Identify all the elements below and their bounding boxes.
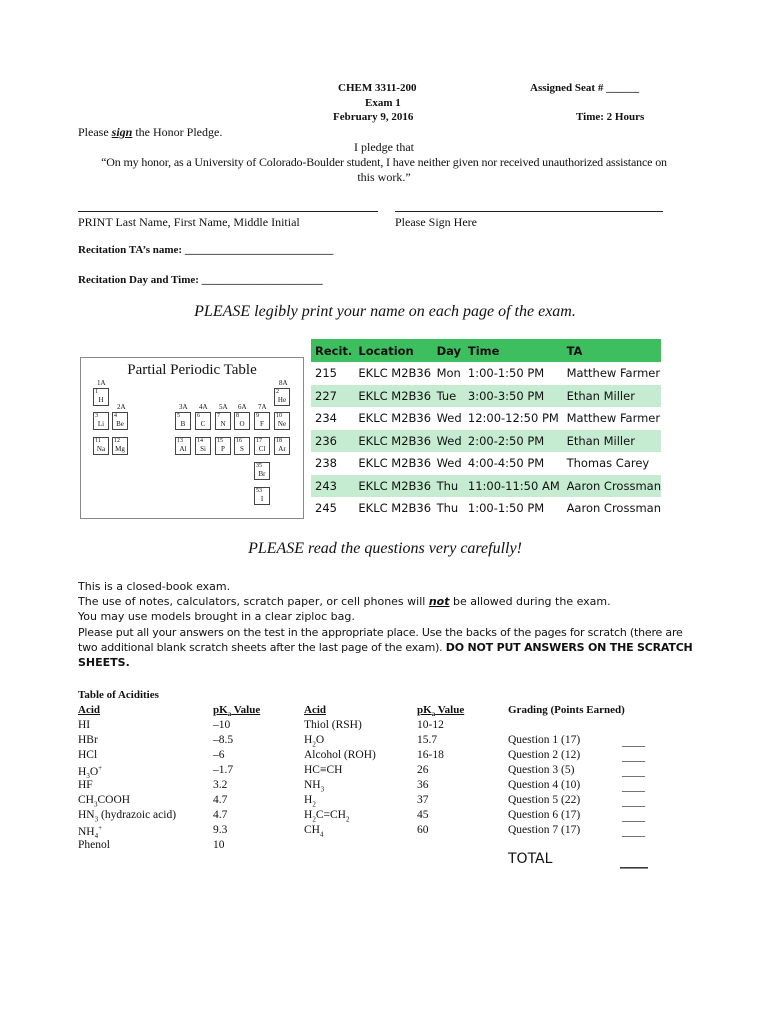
acid-header-left: Acid [78, 704, 100, 716]
pledge-intro-post: the Honor Pledge. [132, 125, 223, 139]
cell-ta: Matthew Farmer [563, 407, 661, 430]
instruction-answers: Please put all your answers on the test in the appropriate place. Use the backs of the pages for scratch (there are [78, 626, 683, 639]
element-symbol: P [221, 445, 225, 453]
assigned-seat: Assigned Seat # ______ [530, 82, 640, 94]
grading-question: Question 5 (22) [508, 794, 581, 806]
periodic-table-title: Partial Periodic Table [127, 362, 257, 378]
signature-line[interactable] [395, 211, 663, 212]
cell-time: 4:00-4:50 PM [464, 452, 563, 475]
cell-location: EKLC M2B36 [354, 385, 432, 408]
acid-name: $CH_4$ [304, 824, 324, 839]
cell-recit: 227 [311, 385, 354, 408]
cell-day: Thu [433, 497, 464, 520]
cell-location: EKLC M2B36 [354, 430, 432, 453]
pka-label: pK [417, 704, 432, 716]
acid-name: HC≡CH [304, 764, 343, 776]
pka-value: –6 [213, 749, 225, 761]
grading-question: Question 3 (5) [508, 764, 575, 776]
element-he [274, 388, 290, 406]
element-na [93, 437, 109, 455]
cell-recit: 243 [311, 475, 354, 498]
pka-value: 60 [417, 824, 429, 836]
element-cl [254, 437, 270, 455]
pka-value: 45 [417, 809, 429, 821]
element-number: 1 [95, 389, 98, 395]
pka-value: –1.7 [213, 764, 234, 776]
acid-name: $H_2$ [304, 794, 316, 809]
recitation-ta-field[interactable]: Recitation TA’s name: ___________________________ [78, 244, 334, 256]
instruction-closed-book: This is a closed-book exam. [78, 580, 231, 593]
acid-name: $NH_4^+$ [78, 824, 103, 841]
pka-value-label: Value [231, 704, 261, 716]
element-number: 9 [256, 413, 259, 419]
pka-subscript: a [227, 710, 232, 719]
instruction-no-devices [78, 595, 611, 608]
grading-question: Question 7 (17) [508, 824, 581, 836]
pka-label: pK [213, 704, 228, 716]
acid-name: $HN_3$ (hydrazoic acid) [78, 809, 177, 824]
cell-ta: Thomas Carey [563, 452, 661, 475]
grading-blank[interactable]: ____ [622, 796, 645, 808]
pledge-line-3: this work.” [357, 170, 411, 184]
pka-value: 26 [417, 764, 429, 776]
pka-value: 37 [417, 794, 429, 806]
exam-date: February 9, 2016 [333, 111, 414, 123]
cell-recit: 238 [311, 452, 354, 475]
group-2a: 2A [117, 403, 126, 411]
element-number: 2 [276, 389, 279, 395]
cell-day: Wed [433, 430, 464, 453]
pka-value: 4.7 [213, 809, 228, 821]
element-symbol: Li [97, 420, 105, 428]
recitation-day-field[interactable]: Recitation Day and Time: ______________________ [78, 274, 323, 286]
grading-question: Question 4 (10) [508, 779, 581, 791]
element-symbol: C [200, 420, 206, 428]
element-n [215, 412, 231, 430]
pledge-intro-pre: Please [78, 125, 112, 139]
element-symbol: Si [200, 445, 206, 453]
element-number: 10 [276, 413, 282, 419]
pledge-intro [78, 125, 222, 140]
group-8a: 8A [279, 379, 288, 387]
table-row [311, 385, 661, 408]
pka-value: 9.3 [213, 824, 228, 836]
cell-recit: 234 [311, 407, 354, 430]
pka-value: –10 [213, 719, 231, 731]
element-number: 16 [236, 438, 242, 444]
element-symbol: F [260, 420, 264, 428]
col-location: Location [354, 339, 432, 362]
cell-ta: Ethan Miller [563, 430, 661, 453]
element-number: 13 [177, 438, 183, 444]
instruction-no-devices-post: be allowed during the exam. [449, 595, 611, 608]
element-symbol: Ne [277, 420, 287, 428]
sign-here-label: Please Sign Here [395, 215, 477, 229]
pka-value: 36 [417, 779, 429, 791]
col-time: Time [464, 339, 563, 362]
element-number: 35 [256, 463, 262, 469]
element-f [254, 412, 270, 430]
element-symbol: He [277, 396, 287, 404]
cell-ta: Aaron Crossman [563, 497, 661, 520]
element-o [234, 412, 250, 430]
table-row [311, 430, 661, 453]
grading-question: Question 1 (17) [508, 734, 581, 746]
pka-value-label: Value [435, 704, 465, 716]
instruction-not: not [428, 595, 450, 608]
pka-value: 10-12 [417, 719, 444, 731]
cell-recit: 236 [311, 430, 354, 453]
element-symbol: N [220, 420, 226, 428]
pka-value: 15.7 [417, 734, 438, 746]
cell-day: Thu [433, 475, 464, 498]
cell-recit: 245 [311, 497, 354, 520]
cell-location: EKLC M2B36 [354, 407, 432, 430]
cell-time: 1:00-1:50 PM [464, 362, 563, 385]
course-code: CHEM 3311-200 [338, 82, 417, 94]
element-symbol: Cl [258, 445, 266, 453]
instruction-sheets: SHEETS. [78, 656, 130, 669]
table-row [311, 407, 661, 430]
cell-recit: 215 [311, 362, 354, 385]
pledge-line-2: “On my honor, as a University of Colorado-Boulder student, I have neither given nor received unauthorized assistance on [101, 155, 667, 169]
grading-question: Question 2 (12) [508, 749, 581, 761]
cell-day: Wed [433, 452, 464, 475]
group-6a: 6A [238, 403, 247, 411]
cell-day: Wed [433, 407, 464, 430]
element-number: 17 [256, 438, 262, 444]
pledge-line-1: I pledge that [354, 140, 414, 154]
element-h [93, 388, 109, 406]
element-number: 5 [177, 413, 180, 419]
element-be [112, 412, 128, 430]
grading-blank[interactable]: ____ [622, 781, 645, 793]
cell-ta: Matthew Farmer [563, 362, 661, 385]
name-line[interactable] [78, 211, 378, 212]
instruction-no-devices-pre: The use of notes, calculators, scratch paper, or cell phones will [78, 595, 429, 608]
instruction-scratch-bold: DO NOT PUT ANSWERS ON THE SCRATCH [445, 641, 693, 654]
element-symbol: Al [179, 445, 187, 453]
acid-name: $CH_3COOH$ [78, 794, 131, 809]
element-symbol: Be [116, 420, 124, 428]
grading-blank[interactable]: ____ [622, 811, 645, 823]
partial-periodic-table [80, 357, 304, 519]
element-si [195, 437, 211, 455]
cell-ta: Ethan Miller [563, 385, 661, 408]
grading-blank[interactable]: ____ [622, 826, 645, 838]
grading-question: Question 6 (17) [508, 809, 581, 821]
table-header-row [311, 339, 661, 362]
element-number: 4 [114, 413, 117, 419]
recitation-schedule-table [311, 339, 661, 520]
acid-name: $H_2O$ [304, 734, 325, 749]
pka-subscript: a [431, 710, 436, 719]
element-symbol: O [239, 420, 245, 428]
pledge-intro-sign: sign [111, 125, 133, 139]
pka-value: –8.5 [213, 734, 234, 746]
element-number: 15 [217, 438, 223, 444]
element-b [175, 412, 191, 430]
cell-location: EKLC M2B36 [354, 362, 432, 385]
group-5a: 5A [219, 403, 228, 411]
element-number: 8 [236, 413, 239, 419]
acid-name: $NH_3$ [304, 779, 325, 794]
acidities-title: Table of Acidities [78, 689, 159, 701]
print-name-label: PRINT Last Name, First Name, Middle Initial [78, 215, 300, 229]
pka-value: 4.7 [213, 794, 228, 806]
cell-time: 2:00-2:50 PM [464, 430, 563, 453]
total-blank[interactable]: ____ [620, 853, 648, 869]
acid-name: Thiol (RSH) [304, 719, 362, 731]
total-label: TOTAL [508, 851, 553, 867]
pka-value: 3.2 [213, 779, 228, 791]
cell-time: 11:00-11:50 AM [464, 475, 563, 498]
element-number: 14 [197, 438, 203, 444]
col-day: Day [433, 339, 464, 362]
col-recit: Recit. [311, 339, 354, 362]
element-p [215, 437, 231, 455]
acid-name: HBr [78, 734, 98, 746]
element-number: 3 [95, 413, 98, 419]
element-symbol: H [98, 396, 104, 404]
element-number: 11 [95, 438, 101, 444]
cell-location: EKLC M2B36 [354, 497, 432, 520]
notice-read-carefully: PLEASE read the questions very carefully! [248, 540, 522, 557]
acid-name: HF [78, 779, 93, 791]
element-symbol: I [260, 495, 264, 503]
acid-name: Phenol [78, 839, 110, 851]
cell-time: 12:00-12:50 PM [464, 407, 563, 430]
instruction-scratch-pre: two additional blank scratch sheets after the last page of the exam). [78, 641, 446, 654]
element-symbol: Na [96, 445, 106, 453]
acid-name: $H_2C=CH_2$ [304, 809, 350, 824]
acid-name: HI [78, 719, 91, 731]
pka-header-left [213, 704, 260, 718]
element-number: 18 [276, 438, 282, 444]
pka-value: 10 [213, 839, 225, 851]
element-li [93, 412, 109, 430]
grading-blank[interactable]: ____ [622, 766, 645, 778]
cell-time: 1:00-1:50 PM [464, 497, 563, 520]
element-mg [112, 437, 128, 455]
acid-name: $H_3O^+$ [78, 764, 103, 781]
element-s [234, 437, 250, 455]
cell-day: Mon [433, 362, 464, 385]
element-ne [274, 412, 290, 430]
exam-number: Exam 1 [365, 97, 401, 109]
instruction-models: You may use models brought in a clear ziploc bag. [78, 610, 355, 623]
exam-time: Time: 2 Hours [576, 111, 645, 123]
instruction-scratch [78, 641, 693, 654]
grading-blank[interactable]: ____ [622, 736, 645, 748]
element-number: 12 [114, 438, 120, 444]
element-br [254, 462, 270, 480]
grading-title: Grading (Points Earned) [508, 704, 625, 716]
group-7a: 7A [258, 403, 267, 411]
element-number: 6 [197, 413, 200, 419]
table-row [311, 497, 661, 520]
cell-ta: Aaron Crossman [563, 475, 661, 498]
cell-location: EKLC M2B36 [354, 475, 432, 498]
element-symbol: Mg [115, 445, 125, 453]
col-ta: TA [563, 339, 661, 362]
group-1a: 1A [97, 379, 106, 387]
acid-header-right: Acid [304, 704, 326, 716]
element-i [254, 487, 270, 505]
cell-time: 3:00-3:50 PM [464, 385, 563, 408]
cell-location: EKLC M2B36 [354, 452, 432, 475]
element-ar [274, 437, 290, 455]
table-row [311, 475, 661, 498]
element-symbol: Br [258, 470, 266, 478]
table-row [311, 452, 661, 475]
element-number: 53 [256, 488, 262, 494]
group-3a: 3A [179, 403, 188, 411]
table-row [311, 362, 661, 385]
element-number: 7 [217, 413, 220, 419]
group-4a: 4A [199, 403, 208, 411]
element-al [175, 437, 191, 455]
element-c [195, 412, 211, 430]
acid-name: HCl [78, 749, 98, 761]
pka-value: 16-18 [417, 749, 444, 761]
element-symbol: B [180, 420, 186, 428]
cell-day: Tue [433, 385, 464, 408]
acid-name: Alcohol (ROH) [304, 749, 376, 761]
pka-header-right [417, 704, 464, 718]
element-symbol: S [240, 445, 244, 453]
grading-blank[interactable]: ____ [622, 751, 645, 763]
element-symbol: Ar [278, 445, 286, 453]
notice-print-name: PLEASE legibly print your name on each page of the exam. [194, 303, 576, 320]
